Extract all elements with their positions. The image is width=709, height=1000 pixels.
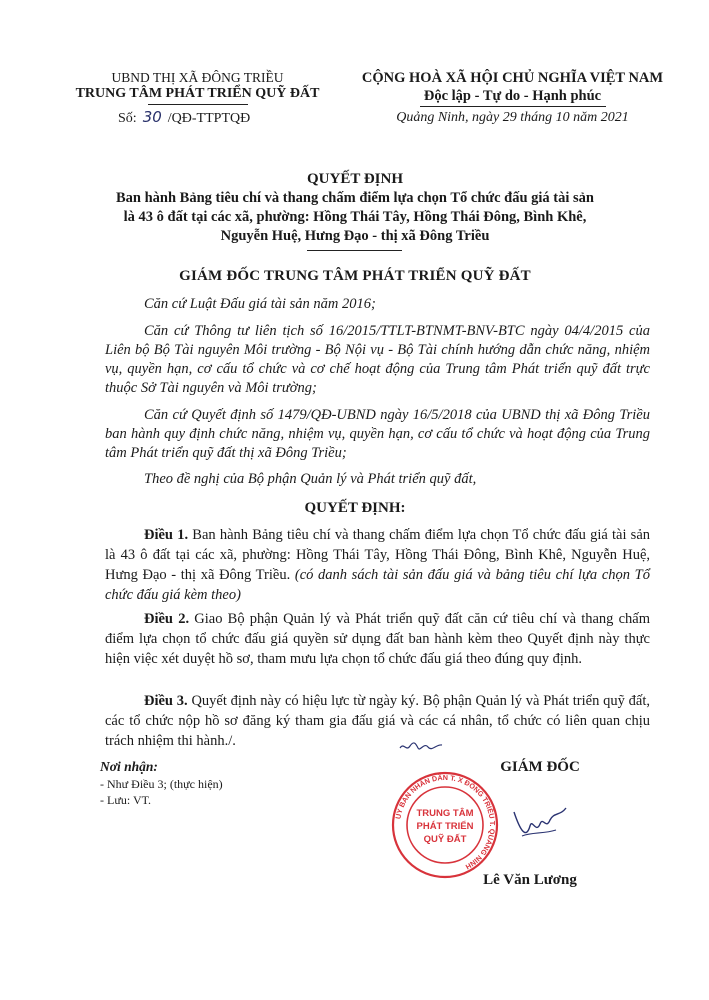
document-type: QUYẾT ĐỊNH (307, 171, 403, 187)
unit-name: TRUNG TÂM PHÁT TRIỂN QUỸ ĐẤT (75, 86, 320, 101)
article-label: Điều 3. (144, 693, 188, 709)
basis-paragraph: Căn cứ Quyết định số 1479/QĐ-UBND ngày 16/5/2018 của UBND thị xã Đông Triều ban hành quy định chức năng, nhiệm vụ, quyền hạn, cơ cấu tổ chức và hoạt động của Trung tâm Phát triển quỹ đất thị xã Đông Triều; (105, 407, 650, 461)
decision-heading: QUYẾT ĐỊNH: (304, 500, 406, 516)
number-handwritten: 30 (142, 108, 162, 126)
stamp-ring-text: UY BAN NHÂN DÂN T. X ĐÔNG TRIỀU T. QUẢNG NINH (393, 772, 498, 872)
official-stamp (390, 770, 500, 880)
number-prefix: Số: (118, 111, 137, 126)
subject-line: là 43 ô đất tại các xã, phường: Hồng Thái Tây, Hồng Thái Đông, Bình Khê, (123, 209, 587, 225)
basis-paragraph: Căn cứ Thông tư liên tịch số 16/2015/TTLT-BTNMT-BNV-BTC ngày 04/4/2015 của Liên bộ Bộ Tài nguyên Môi trường - Bộ Nội vụ - Bộ Tài chính hướng dẫn chức năng, nhiệm vụ, quyền hạn, cơ cấu tổ chức và cơ chế hoạt động của Trung tâm Phát triển quỹ đất trực thuộc Sở Tài nguyên và Môi trường; (105, 323, 650, 396)
subject-underline (307, 250, 402, 251)
article-text: Ban hành Bảng tiêu chí và thang chấm điểm lựa chọn Tổ chức đấu giá tài sản là 43 ô đất tại các xã, phường: Hồng Thái Tây, Hồng Thái Đông, Bình Khê, Nguyễn Huệ, Hưng Đạo - thị xã Đông Triều. (105, 527, 651, 583)
handwritten-initials (398, 738, 444, 754)
stamp-center-line: TRUNG TÂM (416, 808, 474, 819)
signer-name: Lê Văn Lương (483, 872, 577, 888)
place-date: Quảng Ninh, ngày 29 tháng 10 năm 2021 (396, 110, 629, 125)
article-text: Quyết định này có hiệu lực từ ngày ký. Bộ phận Quản lý và Phát triển quỹ đất, các tổ chức nộp hồ sơ đăng ký tham gia đấu giá và các cá nhân, tổ chức có liên quan chịu trách nhiệm thi hành./. (105, 693, 651, 749)
article-label: Điều 1. (144, 527, 189, 543)
subject-line: Nguyễn Huệ, Hưng Đạo - thị xã Đông Triều (220, 228, 490, 244)
article-label: Điều 2. (144, 611, 190, 627)
stamp-center-line: PHÁT TRIỂN (416, 821, 474, 832)
handwritten-signature (510, 800, 570, 850)
signer-title: GIÁM ĐỐC (500, 759, 580, 775)
stamp-center-line: QUỸ ĐẤT (423, 834, 467, 845)
national-motto: Độc lập - Tự do - Hạnh phúc (423, 88, 602, 104)
article-note: (có danh sách tài sản đấu giá và bảng tiêu chí lựa chọn Tổ chức đấu giá kèm theo) (105, 567, 650, 603)
issuer-heading: GIÁM ĐỐC TRUNG TÂM PHÁT TRIỂN QUỸ ĐẤT (179, 268, 531, 284)
basis-paragraph: Căn cứ Luật Đấu giá tài sản năm 2016; (144, 296, 376, 312)
basis-paragraph: Theo đề nghị của Bộ phận Quản lý và Phát triển quỹ đất, (144, 471, 477, 487)
document-subject (100, 189, 610, 246)
article-1 (105, 525, 650, 605)
nation-name: CỘNG HOÀ XÃ HỘI CHỦ NGHĨA VIỆT NAM (361, 70, 664, 86)
subject-line: Ban hành Bảng tiêu chí và thang chấm điểm lựa chọn Tổ chức đấu giá tài sản (115, 190, 594, 206)
article-2 (105, 609, 650, 669)
motto-underline (420, 106, 606, 107)
unit-underline (148, 104, 248, 105)
recipient-item: - Lưu: VT. (100, 793, 152, 807)
authority-name: UBND THỊ XÃ ĐÔNG TRIỀU (111, 70, 284, 85)
document-number (118, 108, 250, 127)
article-text: Giao Bộ phận Quản lý và Phát triển quỹ đất căn cứ tiêu chí và thang chấm điểm lựa chọn tổ chức đấu giá quyền sử dụng đất ban hành kèm theo Quyết định này thực hiện việc xét duyệt hồ sơ, tham mưu lựa chọn tổ chức đấu giá theo đúng quy định. (105, 611, 651, 667)
recipients-title: Nơi nhận: (100, 759, 158, 774)
recipient-item: - Như Điều 3; (thực hiện) (100, 777, 223, 791)
article-3 (105, 691, 650, 751)
number-suffix: /QĐ-TTPTQĐ (167, 111, 251, 126)
